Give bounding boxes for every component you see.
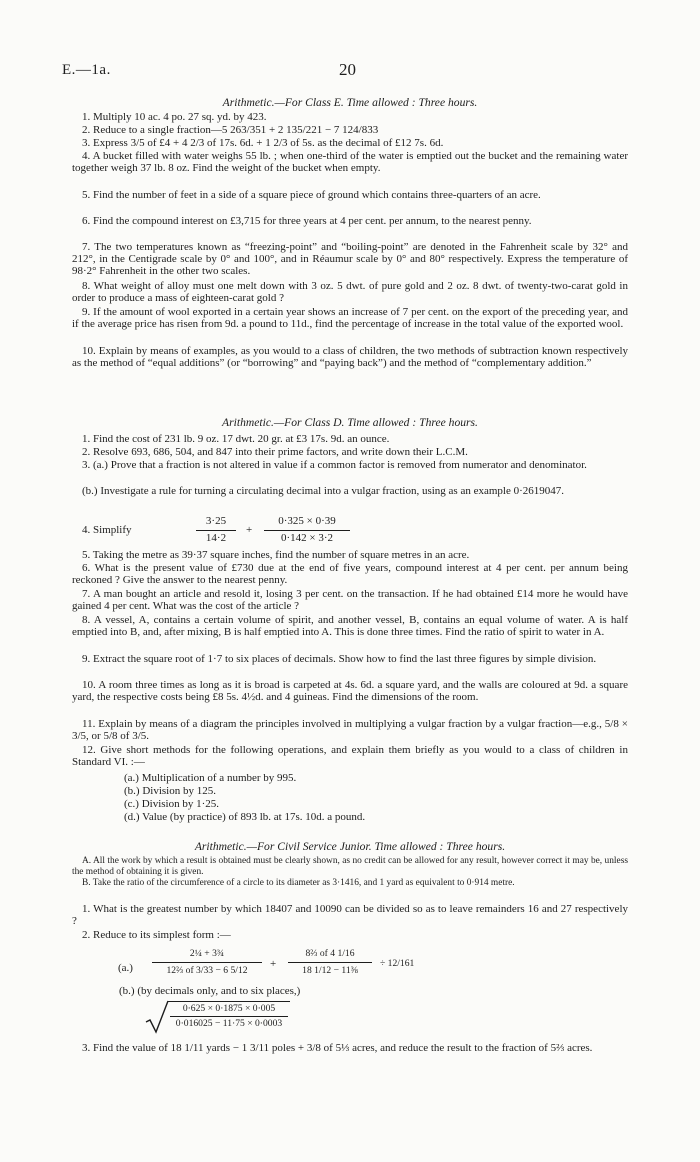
civil-service-q2a-den2: 18 1/12 − 11⅜	[302, 965, 358, 976]
class-d-q7: 7. A man bought an article and resold it, losing 3 per cent. on the transaction. If he had obtained £14 more he would have gained 4 per cent. What was the cost of the article ?	[72, 588, 628, 613]
class-d-q2: 2. Resolve 693, 686, 504, and 847 into their prime factors, and write down their L.C.M.	[82, 446, 468, 458]
civil-service-q3: 3. Find the value of 18 1/11 yards − 1 3/11 poles + 3/8 of 5⅓ acres, and reduce the result to the fraction of 5⅔ acres.	[82, 1042, 593, 1054]
document-code: E.—1a.	[62, 62, 111, 78]
fraction-bar	[152, 962, 262, 963]
civil-service-q2a-den1: 12⅔ of 3/33 − 6 5/12	[166, 965, 248, 976]
fraction-bar	[288, 962, 372, 963]
class-d-q12: 12. Give short methods for the following operations, and explain them briefly as you would to a class of children in Standard VI. :—	[72, 744, 628, 769]
class-d-q12c: (c.) Division by 1·25.	[124, 798, 220, 810]
class-e-q3: 3. Express 3/5 of £4 + 4 2/3 of 17s. 6d. + 1 2/3 of 5s. as the decimal of £12 7s. 6d.	[82, 137, 444, 149]
fraction-bar	[196, 530, 236, 531]
radical-overline	[168, 1001, 290, 1002]
civil-service-q2a-num2: 8⅔ of 4 1/16	[305, 948, 355, 959]
civil-service-q2a-label: (a.)	[118, 962, 133, 974]
class-e-q1: 1. Multiply 10 ac. 4 po. 27 sq. yd. by 423.	[82, 111, 267, 123]
class-d-q12a: (a.) Multiplication of a number by 995.	[124, 772, 297, 784]
class-e-heading: Arithmetic.—For Class E. Time allowed : Three hours.	[222, 96, 478, 109]
class-d-q9: 9. Extract the square root of 1·7 to six places of decimals. Show how to find the last three figures by simple division.	[82, 653, 597, 665]
civil-service-q1: 1. What is the greatest number by which 18407 and 10090 can be divided so as to leave remainders 16 and 27 respectively ?	[72, 903, 628, 928]
class-e-q10: 10. Explain by means of examples, as you would to a class of children, the two methods of subtraction known respectively as the method of “equal additions” (or “borrowing” and “paying back”) and the method of “complementary addition.”	[72, 345, 628, 370]
class-d-q4-den2: 0·142 × 3·2	[280, 532, 334, 544]
class-e-q5: 5. Find the number of feet in a side of a square piece of ground which contains three-quarters of an acre.	[82, 189, 541, 201]
class-d-q12b: (b.) Division by 125.	[124, 785, 216, 797]
fraction-bar	[170, 1016, 288, 1017]
class-e-q9: 9. If the amount of wool exported in a certain year shows an increase of 7 per cent. on the export of the preceding year, and if the average price has risen from 9d. a pound to 11d., find the percentage of increase in the total value of the exported wool.	[72, 306, 628, 331]
civil-service-q2b-numerator: 0·625 × 0·1875 × 0·005	[182, 1003, 276, 1014]
civil-service-heading: Arithmetic.—For Civil Service Junior. Time allowed : Three hours.	[194, 840, 506, 853]
class-d-q6: 6. What is the present value of £730 due at the end of five years, compound interest at 4 per cent. per annum being reckoned ? Give the answer to the nearest penny.	[72, 562, 628, 587]
civil-service-q2a-divisor: ÷ 12/161	[380, 958, 415, 969]
civil-service-q2a-plus: +	[270, 958, 277, 970]
class-d-q11: 11. Explain by means of a diagram the principles involved in multiplying a vulgar fraction by a vulgar fraction—e.g., 5/8 × 3/5, or 5/8 of 3/5.	[72, 718, 628, 743]
class-d-q4-label: 4. Simplify	[82, 524, 132, 536]
class-d-q5: 5. Taking the metre as 39·37 square inches, find the number of square metres in an acre.	[82, 549, 470, 561]
class-e-q6: 6. Find the compound interest on £3,715 for three years at 4 per cent. per annum, to the nearest penny.	[82, 215, 532, 227]
class-d-heading: Arithmetic.—For Class D. Time allowed : Three hours.	[222, 416, 478, 429]
fraction-bar	[264, 530, 350, 531]
class-e-q7: 7. The two temperatures known as “freezing-point” and “boiling-point” are denoted in the Fahrenheit scale by 32° and 212°, in the Centigrade scale by 0° and 100°, and in Réaumur scale by 0° and 80° respectively. Express the temperature of 98·2° Fahrenheit in the other two scales.	[72, 241, 628, 278]
class-d-q4-num2: 0·325 × 0·39	[278, 515, 336, 527]
class-d-q10: 10. A room three times as long as it is broad is carpeted at 4s. 6d. a square yard, and the walls are coloured at 9d. a square yard, the respective costs being £8 5s. 4½d. and 4 guineas. Find the dimensions of the room.	[72, 679, 628, 704]
civil-service-q2b-denominator: 0·016025 − 11·75 × 0·0003	[175, 1018, 283, 1029]
civil-service-q2b-label: (b.) (by decimals only, and to six places,)	[119, 985, 301, 997]
class-d-q4-den1: 14·2	[205, 532, 227, 544]
page-number: 20	[339, 60, 356, 79]
class-d-q3a: 3. (a.) Prove that a fraction is not altered in value if a common factor is removed from numerator and denominator.	[82, 459, 587, 471]
class-e-q2: 2. Reduce to a single fraction—5 263/351 + 2 135/221 − 7 124/833	[82, 124, 379, 136]
civil-service-note-b: B. Take the ratio of the circumference of a circle to its diameter as 3·1416, and 1 yard as equivalent to 0·914 metre.	[82, 878, 515, 888]
civil-service-q2: 2. Reduce to its simplest form :—	[82, 929, 231, 941]
class-d-q4-num1: 3·25	[205, 515, 227, 527]
class-d-q3b: (b.) Investigate a rule for turning a circulating decimal into a vulgar fraction, using as an example 0·2619047.	[82, 485, 565, 497]
class-d-q12d: (d.) Value (by practice) of 893 lb. at 17s. 10d. a pound.	[124, 811, 366, 823]
class-d-q1: 1. Find the cost of 231 lb. 9 oz. 17 dwt. 20 gr. at £3 17s. 9d. an ounce.	[82, 433, 390, 445]
class-e-q4: 4. A bucket filled with water weighs 55 lb. ; when one-third of the water is emptied out the bucket and the remaining water together weigh 37 lb. 8 oz. Find the weight of the bucket when empty.	[72, 150, 628, 175]
class-d-q4-plus: +	[246, 524, 253, 536]
class-e-q8: 8. What weight of alloy must one melt down with 3 oz. 5 dwt. of pure gold and 2 oz. 8 dwt. of twenty-two-carat gold in order to produce a mass of eighteen-carat gold ?	[72, 280, 628, 305]
civil-service-q2a-num1: 2¼ + 3¾	[189, 948, 225, 959]
class-d-q8: 8. A vessel, A, contains a certain volume of spirit, and another vessel, B, contains an equal volume of water. A is half emptied into B, and, after mixing, B is half emptied into A. This is done three times. Find the ratio of spirit to water in A.	[72, 614, 628, 639]
civil-service-note-a: A. All the work by which a result is obtained must be clearly shown, as no credit can be allowed for any result, however correct it may be, unless the method of obtaining it is given.	[72, 856, 628, 877]
